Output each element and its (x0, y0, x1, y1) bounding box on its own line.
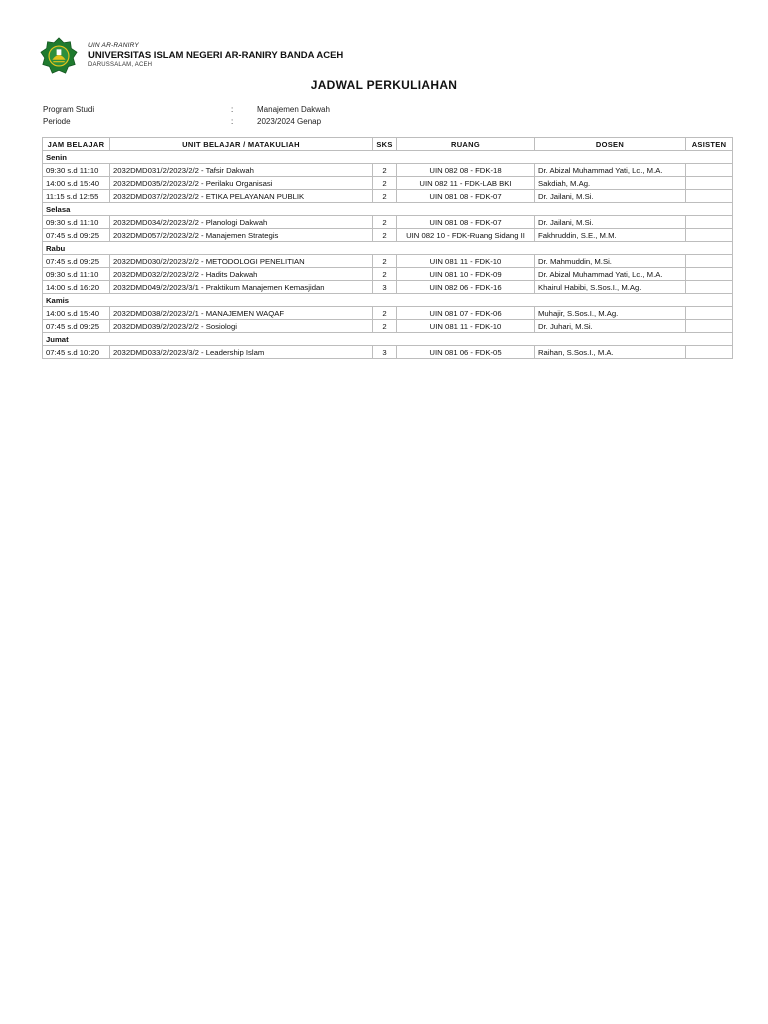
cell-sks: 2 (373, 216, 397, 229)
cell-jam-belajar: 14:00 s.d 15:40 (43, 177, 110, 190)
period-row (43, 116, 330, 129)
cell-matakuliah: 2032DMD032/2/2023/2/2 - Hadits Dakwah (110, 268, 373, 281)
day-row (43, 151, 733, 164)
cell-jam-belajar: 09:30 s.d 11:10 (43, 164, 110, 177)
header-asisten: ASISTEN (686, 138, 733, 151)
cell-matakuliah: 2032DMD049/2/2023/3/1 - Praktikum Manajemen Kemasjidan (110, 281, 373, 294)
schedule-table (42, 137, 733, 359)
cell-sks: 2 (373, 177, 397, 190)
program-row (43, 103, 330, 116)
cell-dosen: Dr. Mahmuddin, M.Si. (535, 255, 686, 268)
cell-ruang: UIN 081 11 - FDK-10 (397, 320, 535, 333)
cell-asisten (686, 346, 733, 359)
cell-sks: 2 (373, 320, 397, 333)
cell-matakuliah: 2032DMD037/2/2023/2/2 - ETIKA PELAYANAN PUBLIK (110, 190, 373, 203)
program-value: Manajemen Dakwah (257, 104, 330, 114)
cell-ruang: UIN 081 08 - FDK-07 (397, 216, 535, 229)
cell-jam-belajar: 14:00 s.d 16:20 (43, 281, 110, 294)
header-dosen: DOSEN (535, 138, 686, 151)
cell-jam-belajar: 09:30 s.d 11:10 (43, 216, 110, 229)
cell-asisten (686, 190, 733, 203)
table-row (43, 229, 733, 242)
cell-asisten (686, 229, 733, 242)
cell-ruang: UIN 081 08 - FDK-07 (397, 190, 535, 203)
cell-dosen: Dr. Juhari, M.Si. (535, 320, 686, 333)
cell-matakuliah: 2032DMD038/2/2023/2/1 - MANAJEMEN WAQAF (110, 307, 373, 320)
period-label: Periode (43, 117, 71, 127)
university-location: DARUSSALAM, ACEH (88, 62, 153, 69)
cell-dosen: Muhajir, S.Sos.I., M.Ag. (535, 307, 686, 320)
header-jam-belajar: JAM BELAJAR (43, 138, 110, 151)
cell-ruang: UIN 081 06 - FDK-05 (397, 346, 535, 359)
cell-asisten (686, 255, 733, 268)
table-row (43, 346, 733, 359)
cell-dosen: Sakdiah, M.Ag. (535, 177, 686, 190)
day-row (43, 203, 733, 216)
day-name: Senin (43, 151, 733, 164)
info-block (43, 103, 330, 128)
table-row (43, 177, 733, 190)
cell-ruang: UIN 082 10 - FDK-Ruang Sidang II (397, 229, 535, 242)
cell-ruang: UIN 082 06 - FDK-16 (397, 281, 535, 294)
university-abbreviation: UIN AR-RANIRY (88, 42, 139, 50)
cell-matakuliah: 2032DMD034/2/2023/2/2 - Planologi Dakwah (110, 216, 373, 229)
period-value: 2023/2024 Genap (257, 117, 322, 127)
table-row (43, 216, 733, 229)
header-ruang: RUANG (397, 138, 535, 151)
cell-sks: 2 (373, 229, 397, 242)
cell-asisten (686, 320, 733, 333)
cell-dosen: Fakhruddin, S.E., M.M. (535, 229, 686, 242)
cell-jam-belajar: 14:00 s.d 15:40 (43, 307, 110, 320)
cell-ruang: UIN 082 08 - FDK-18 (397, 164, 535, 177)
cell-jam-belajar: 07:45 s.d 09:25 (43, 255, 110, 268)
cell-jam-belajar: 11:15 s.d 12:55 (43, 190, 110, 203)
program-label: Program Studi (43, 104, 95, 114)
university-name: UNIVERSITAS ISLAM NEGERI AR-RANIRY BANDA ACEH (88, 50, 344, 62)
cell-asisten (686, 177, 733, 190)
cell-asisten (686, 307, 733, 320)
day-row (43, 333, 733, 346)
cell-sks: 3 (373, 346, 397, 359)
cell-matakuliah: 2032DMD033/2/2023/3/2 - Leadership Islam (110, 346, 373, 359)
cell-asisten (686, 216, 733, 229)
cell-matakuliah: 2032DMD039/2/2023/2/2 - Sosiologi (110, 320, 373, 333)
cell-jam-belajar: 09:30 s.d 11:10 (43, 268, 110, 281)
cell-matakuliah: 2032DMD030/2/2023/2/2 - METODOLOGI PENELITIAN (110, 255, 373, 268)
cell-dosen: Dr. Jailani, M.Si. (535, 190, 686, 203)
cell-dosen: Raihan, S.Sos.I., M.A. (535, 346, 686, 359)
cell-jam-belajar: 07:45 s.d 10:20 (43, 346, 110, 359)
cell-ruang: UIN 082 11 - FDK-LAB BKI (397, 177, 535, 190)
program-colon: : (231, 104, 234, 114)
cell-jam-belajar: 07:45 s.d 09:25 (43, 320, 110, 333)
cell-dosen: Dr. Abizal Muhammad Yati, Lc., M.A. (535, 268, 686, 281)
cell-asisten (686, 281, 733, 294)
cell-asisten (686, 164, 733, 177)
table-row (43, 164, 733, 177)
table-body (43, 151, 733, 359)
cell-dosen: Dr. Jailani, M.Si. (535, 216, 686, 229)
table-header-row (43, 138, 733, 151)
table-row (43, 320, 733, 333)
table-row (43, 255, 733, 268)
cell-ruang: UIN 081 07 - FDK-06 (397, 307, 535, 320)
table-row (43, 268, 733, 281)
cell-ruang: UIN 081 10 - FDK-09 (397, 268, 535, 281)
cell-matakuliah: 2032DMD057/2/2023/2/2 - Manajemen Strategis (110, 229, 373, 242)
day-name: Rabu (43, 242, 733, 255)
university-logo-icon (40, 37, 78, 75)
header-matakuliah: UNIT BELAJAR / MATAKULIAH (110, 138, 373, 151)
cell-sks: 3 (373, 281, 397, 294)
page-title: JADWAL PERKULIAHAN (310, 78, 458, 92)
cell-sks: 2 (373, 164, 397, 177)
cell-sks: 2 (373, 307, 397, 320)
cell-sks: 2 (373, 268, 397, 281)
cell-sks: 2 (373, 190, 397, 203)
cell-ruang: UIN 081 11 - FDK-10 (397, 255, 535, 268)
cell-sks: 2 (373, 255, 397, 268)
header-sks: SKS (373, 138, 397, 151)
cell-jam-belajar: 07:45 s.d 09:25 (43, 229, 110, 242)
table-row (43, 190, 733, 203)
day-name: Selasa (43, 203, 733, 216)
table-row (43, 307, 733, 320)
cell-matakuliah: 2032DMD035/2/2023/2/2 - Perilaku Organisasi (110, 177, 373, 190)
cell-dosen: Khairul Habibi, S.Sos.I., M.Ag. (535, 281, 686, 294)
day-name: Kamis (43, 294, 733, 307)
period-colon: : (231, 117, 234, 127)
cell-dosen: Dr. Abizal Muhammad Yati, Lc., M.A. (535, 164, 686, 177)
document-header (40, 37, 343, 75)
day-row (43, 242, 733, 255)
table-row (43, 281, 733, 294)
cell-asisten (686, 268, 733, 281)
header-text (88, 43, 343, 68)
day-name: Jumat (43, 333, 733, 346)
day-row (43, 294, 733, 307)
cell-matakuliah: 2032DMD031/2/2023/2/2 - Tafsir Dakwah (110, 164, 373, 177)
